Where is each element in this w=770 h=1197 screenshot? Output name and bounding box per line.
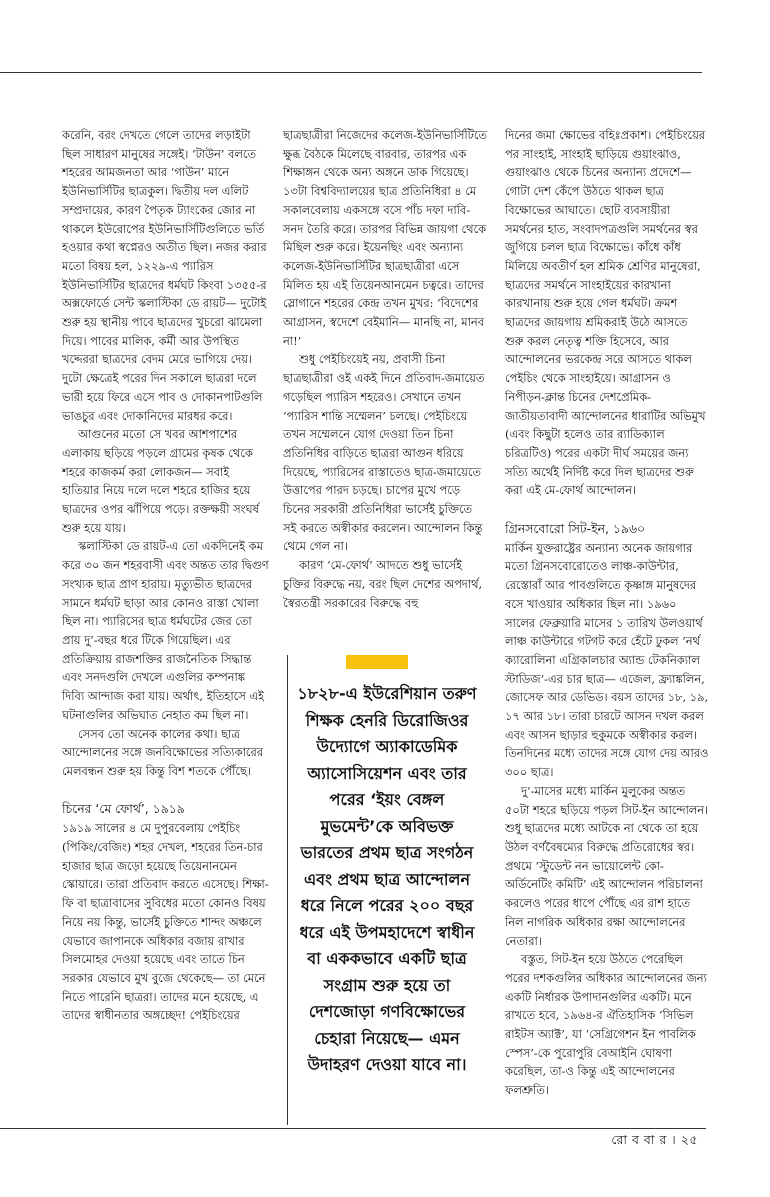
paragraph: বস্তুত, সিট-ইন হয়ে উঠতে পেরেছিল পরের দশকগুলির অধিকার আন্দোলনের জন্য একটি নির্ধারক উপাদানগুলির একটি। মনে রাখতে হবে, ১৯৬৪-র ঐতিহাসিক ‘সিভিল রাইটস অ্যাক্ট’, যা ‘সেগ্রিগেশন ইন পাবলিক স্পেস’-কে পুরোপুরি বেআইনি ঘোষণা করেছিল, তা-ও কিন্তু এই আন্দোলনের ফলশ্রুতি। bbox=[505, 952, 707, 1098]
pull-quote-text: ১৮২৮-এ ইউরেশিয়ান তরুণ শিক্ষক হেনরি ডিরোজিওর উদ্যোগে অ্যাকাডেমিক অ্যাসোসিয়েশন এবং তার পরের ‘ইয়ং বেঙ্গল মুভমেন্ট’কে অবিভক্ত ভারতের প্রথম ছাত্র সংগঠন এবং প্রথম ছাত্র আন্দোলন ধরে নিলে পরের ২০০ বছর ধরে এই উপমহাদেশে স্বাধীন বা এককভাবে একটি ছাত্র সংগ্রাম শুরু হয়ে তা দেশজোড়া গণবিক্ষোভের চেহারা নিয়েছে— এমন উদাহরণ দেওয়া যাবে না। bbox=[297, 684, 477, 1074]
paragraph: দিনের জমা ক্ষোভের বহিঃপ্রকাশ। পেইচিংয়ের পর সাংহাই, সাংহাই ছাড়িয়ে গুয়াংঝাও, গুয়াংঝাও থেকে চিনের অন্যান্য প্রদেশে— গোটা দেশ কেঁপে উঠতে থাকল ছাত্র বিক্ষোভের আঘাতে। ছোট ব্যবসায়ীরা সমর্থনের হাত, সংবাদপত্রগুলি সমর্থনের স্বর জুগিয়ে চলল ছাত্র বিক্ষোভে। কাঁধে কাঁধ মিলিয়ে অবতীর্ণ হল শ্রমিক শ্রেণির মানুষেরা, ছাত্রদের সমর্থনে সাংহাইয়ের কারখানা কারখানায় শুরু হয়ে গেল ধর্মঘট। ক্রমশ ছাত্রদের জায়গায় শ্রমিকরাই উঠে আসতে শুরু করল নেতৃত্ব শক্তি হিসেবে, আর আন্দোলনের ভরকেন্দ্র সরে আসতে থাকল পেইচিং থেকে সাংহাইয়ে। আগ্রাসন ও নিপীড়ন-ক্লান্ত চিনের দেশপ্রেমিক-জাতীয়তাবাদী আন্দোলনের ধারাটির অভিমুখ (এবং কিছুটা হলেও তার র‍্যাডিক্যাল চরিত্রটিও) পরের একটা দীর্ঘ সময়ের জন্য সত্যি অর্থেই নির্দিষ্ট করে দিল ছাত্রদের শুরু করা এই মে-ফোর্থ আন্দোলন। bbox=[505, 128, 706, 498]
page-folio: রো ব বা র । ২৫ bbox=[611, 1132, 698, 1147]
paragraph: করেনি, বরং দেখতে গেলে তাদের লড়াইটা ছিল সাধারণ মানুষের সঙ্গেই। ‘টাউন’ বলতে শহরের আমজনতা আর ‘গাউন’ মানে ইউনিভার্সিটির ছাত্রকুল। দ্বিতীয় দল এলিট সম্প্রদায়ের, কারণ পৈতৃক ট্যাংকের জোর না থাকলে ইউরোপের ইউনিভার্সিটিগুলিতে ভর্তি হওয়ার কথা স্বপ্নেরও অতীত ছিল। নজর করার মতো বিষয় হল, ১২২৯-এ প্যারিস ইউনিভার্সিটির ছাত্রদের ধর্মঘট কিংবা ১৩৫৫-র অক্সফোর্ডে সেন্ট স্কলাস্টিকা ডে রায়ট— দুটোই শুরু হয় স্থানীয় পাবে ছাত্রদের খুচরো ঝামেলা দিয়ে। পাবের মালিক, কর্মী আর উপস্থিত খদ্দেররা ছাত্রদের বেদম মেরে ভাগিয়ে দেয়। দুটো ক্ষেত্রেই পরের দিন সকালে ছাত্ররা দলে ভারী হয়ে ফিরে এসে পাব ও দোকানপাটগুলি ভাঙচুর এবং দোকানিদের মারধর করে। bbox=[62, 128, 267, 423]
top-rule bbox=[0, 72, 702, 73]
bottom-rule bbox=[0, 1128, 706, 1129]
article-column-3 bbox=[505, 126, 709, 1100]
paragraph: দু’-মাসের মধ্যে মার্কিন মুলুকের অন্তত ৫০টা শহরে ছড়িয়ে পড়ল সিট-ইন আন্দোলন। শুধু ছাত্রদের মধ্যে আটকে না থেকে তা হয়ে উঠল বর্ণবৈষম্যের বিরুদ্ধে প্রতিরোধের স্বর। প্রথমে ‘স্টুডেন্ট নন ভায়োলেন্ট কো-অর্ডিনেটিং কমিটি’ এই আন্দোলন পরিচালনা করলেও পরের ধাপে পৌঁছে এর রাশ হাতে নিল নাগরিক অধিকার রক্ষা আন্দোলনের নেতারা। bbox=[505, 783, 709, 948]
paragraph: আগুনের মতো সে খবর আশপাশের এলাকায় ছড়িয়ে পড়লে গ্রামের কৃষক থেকে শহরে কাজকর্ম করা লোকজন— সবাই হাতিয়ার নিয়ে দলে দলে শহরে হাজির হয়ে ছাত্রদের ওপর ঝাঁপিয়ে পড়ে। রক্তক্ষয়ী সংঘর্ষ শুরু হয়ে যায়। bbox=[62, 427, 259, 535]
paragraph: ১৯১৯ সালের ৪ মে দুপুরবেলায় পেইচিং (পিকিং/বেজিং) শহর দেখল, শহরের তিন-চার হাজার ছাত্র জড়ো হয়েছে তিয়েনানমেন স্কোয়ারে। তারা প্রতিবাদ করতে এসেছে। শিক্ষা-ফি বা ছাত্রাবাসের সুবিধের মতো কোনও বিষয় নিয়ে নয় কিন্তু, ভার্সেই চুক্তিতে শান্দং অঞ্চলে যেভাবে জাপানকে অধিকার বজায় রাখার সিলমোহর দেওয়া হয়েছে এবং তাতে চিন সরকার যেভাবে মুখ বুজে থেকেছে— তা মেনে নিতে পারেনি ছাত্ররা। তাদের মনে হয়েছে, এ তাদের স্বাধীনতার অঙ্গচ্ছেদ! পেইচিংয়ের bbox=[62, 821, 269, 1023]
article-column-1 bbox=[62, 126, 270, 1025]
article-column-2 bbox=[283, 126, 489, 612]
section-heading-may-fourth: চিনের ‘মে ফোর্থ’, ১৯১৯ bbox=[62, 801, 185, 817]
section-heading-greensboro: গ্রিনসবোরো সিট-ইন, ১৯৬০ bbox=[505, 520, 646, 536]
paragraph: শুধু পেইচিংয়েই নয়, প্রবাসী চিনা ছাত্রছাত্রীরা ওই একই দিনে প্রতিবাদ-জমায়েত গড়েছিল প্যারিস শহরেও। সেখানে তখন ‘প্যারিস শান্তি সম্মেলন’ চলছে। পেইচিংয়ে তখন সম্মেলনে যোগ দেওয়া তিন চিনা প্রতিনিধির বাড়িতে ছাত্ররা আগুন ধরিয়ে দিয়েছে, প্যারিসের রাস্তাতেও ছাত্র-জমায়েতে উত্তাপের পারদ চড়ছে। চাপের মুখে পড়ে চিনের সরকারী প্রতিনিধিরা ভার্সেই চুক্তিতে সই করতে অস্বীকার করলেন। আন্দোলন কিন্তু থেমে গেল না। bbox=[283, 352, 485, 554]
paragraph: সেসব তো অনেক কালের কথা। ছাত্র আন্দোলনের সঙ্গে জনবিক্ষোভের সত্যিকারের মেলবন্ধন শুরু হয় কিন্তু বিশ শতকে পৌঁছে। bbox=[62, 726, 263, 778]
paragraph: মার্কিন যুক্তরাষ্ট্রের অন্যান্য অনেক জায়গার মতো গ্রিনসবোরোতেও লাঞ্চ-কাউন্টার, রেস্তোরাঁ আর পাবগুলিতে কৃষ্ণাঙ্গ মানুষদের বসে খাওয়ার অধিকার ছিল না। ১৯৬০ সালের ফেব্রুয়ারি মাসের ১ তারিখ উলওয়ার্থ লাঞ্চ কাউন্টারে গটগট করে হেঁটে ঢুকল ‘নর্থ ক্যারোলিনা এগ্রিকালচার অ্যান্ড টেকনিক্যাল স্টাডিজ’-এর চার ছাত্র— এজেল, ফ্র্যাঙ্কলিন, জোসেফ আর ডেভিড। বয়স তাদের ১৮, ১৯, ১৭ আর ১৮। তারা চারটে আসন দখল করল এবং আসন ছাড়ার হুকুমকে অস্বীকার করল। তিনদিনের মধ্যে তাদের সঙ্গে যোগ দেয় আরও ৩০০ ছাত্র। bbox=[505, 540, 709, 780]
paragraph: ছাত্রছাত্রীরা নিজেদের কলেজ-ইউনিভার্সিটিতে ক্ষুব্ধ বৈঠকে মিলেছে বারবার, তারপর এক শিক্ষাঙ্গন থেকে অন্য অঙ্গনে ডাক গিয়েছে। ১৩টা বিশ্ববিদ্যালয়ের ছাত্র প্রতিনিধিরা ৪ মে সকালবেলায় একসঙ্গে বসে পাঁচ দফা দাবি-সনদ তৈরি করে। তারপর বিভিন্ন জায়গা থেকে মিছিল শুরু করে। ইয়েনছিং এবং অন্যান্য কলেজ-ইউনিভার্সিটির ছাত্রছাত্রীরা এসে মিলিত হয় এই তিয়েনআনমেন চত্বরে। তাদের স্লোগানে শহরের কেন্দ্র তখন মুখর: ‘বিদেশের আগ্রাসন, স্বদেশে বেইমানি— মানছি না, মানব না!’ bbox=[283, 128, 487, 348]
paragraph: কারণ ‘মে-ফোর্থ’ আদতে শুধু ভার্সেই চুক্তির বিরুদ্ধে নয়, বরং ছিল দেশের অপদার্থ, স্বৈরতন্ত্রী সরকারের বিরুদ্ধে বহু bbox=[283, 558, 483, 610]
paragraph: স্কলাস্টিকা ডে রায়ট-এ তো একদিনেই কম করে ৩০ জন শহরবাসী এবং অন্তত তার দ্বিগুণ সংখ্যক ছাত্র প্রাণ হারায়। মৃত্যুভীত ছাত্রদের সামনে ধর্মঘট ছাড়া আর কোনও রাস্তা খোলা ছিল না। প্যারিসের ছাত্র ধর্মঘটের জের তো প্রায় দু’-বছর ধরে টিকে গিয়েছিল। এর প্রতিক্রিয়ায় রাজশক্তির রাজনৈতিক সিদ্ধান্ত এবং সনদগুলি দেখলে এগুলির কম্পনাঙ্ক দিব্যি আন্দাজ করা যায়। অর্থাৎ, ইতিহাসে এই ঘটনাগুলির অভিঘাত নেহাত কম ছিল না। bbox=[62, 539, 269, 722]
pull-quote-box bbox=[287, 655, 486, 1125]
pull-quote-accent-bar bbox=[346, 655, 408, 669]
